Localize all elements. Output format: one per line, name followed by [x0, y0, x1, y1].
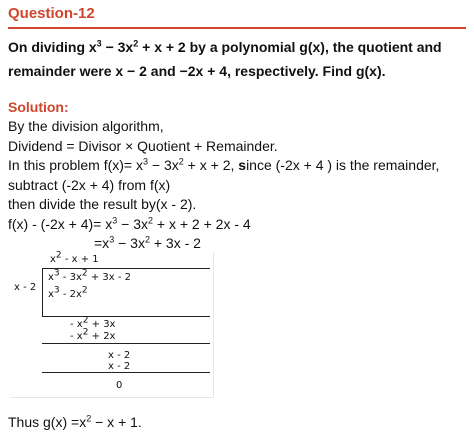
question-line-1: On dividing $x^3 - 3x^2 + x + 2$ by a polynomial g(x), the quotient and — [8, 38, 442, 55]
subtract-step-3: x - 2 — [108, 361, 131, 372]
solution-line-3: In this problem $f(x)= x^3 - 3x^2 + x + 2$, since (-2x + 4 ) is the remainder, — [8, 156, 440, 173]
final-remainder: 0 — [116, 380, 123, 391]
divisor: x - 2 — [14, 282, 37, 293]
rule-3 — [42, 372, 210, 373]
solution-line-2: Dividend = Divisor × Quotient + Remainder. — [8, 137, 278, 154]
subtract-step-1: $x^3 - 2x^2$ — [48, 285, 88, 300]
solution-line-4: subtract (-2x + 4) from f(x) — [8, 176, 171, 193]
long-division-figure — [10, 252, 214, 398]
question-line-2: remainder were x − 2 and −2x + 4, respectively. Find g(x). — [8, 63, 386, 79]
solution-line-6: $f(x) - (-2x + 4)= x^3 - 3x^2 + x + 2 + 2x - 4$ — [8, 214, 251, 232]
question-text — [8, 35, 470, 83]
dividend: $x^3 - 3x^2 + 3x - 2$ — [48, 268, 131, 283]
solution-line-7: $=x^3 - 3x^2 + 3x - 2$ — [94, 234, 201, 251]
quotient: $x^2 - x + 1$ — [50, 250, 99, 265]
solution-line-5: then divide the result by(x - 2). — [8, 196, 197, 212]
question-title: Question-12 — [8, 5, 95, 22]
figure-border-right — [213, 252, 214, 398]
content — [8, 0, 470, 254]
step-2-remainder: - $x^2 + 3x$ — [70, 315, 116, 330]
rule-2 — [42, 343, 210, 344]
step-3-remainder: x - 2 — [108, 350, 131, 361]
division-bar — [42, 268, 210, 269]
title-divider — [8, 27, 466, 29]
conclusion: Thus $g(x) =x^2 - x + 1$. — [8, 413, 142, 430]
solution-line-1: By the division algorithm, — [8, 118, 164, 134]
rule-1 — [42, 316, 210, 317]
subtract-step-2: - $x^2 + 2x$ — [70, 327, 116, 342]
solution-title: Solution: — [8, 99, 69, 115]
division-bracket — [42, 268, 43, 316]
figure-border-bottom — [10, 397, 214, 398]
